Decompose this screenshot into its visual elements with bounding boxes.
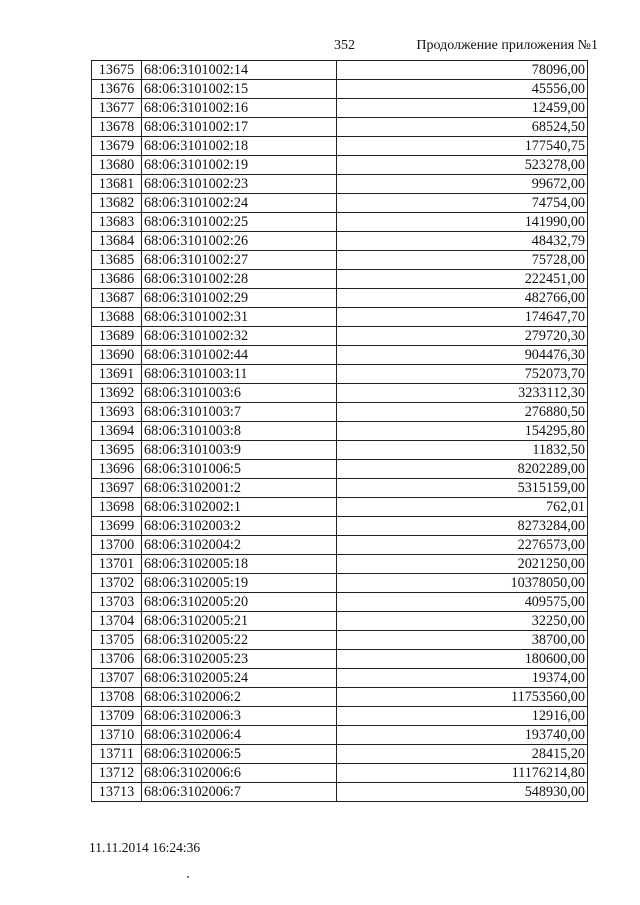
cadastral-number-cell: 68:06:3101003:11 [142,365,337,384]
cadastral-number-cell: 68:06:3102005:18 [142,555,337,574]
value-cell: 12459,00 [337,99,588,118]
table-row [92,441,588,460]
cadastral-number-cell: 68:06:3101002:44 [142,346,337,365]
value-cell: 523278,00 [337,156,588,175]
print-timestamp: 11.11.2014 16:24:36 [89,840,201,855]
value-cell: 752073,70 [337,365,588,384]
cadastral-number-cell: 68:06:3102006:2 [142,688,337,707]
cadastral-number-cell: 68:06:3101003:7 [142,403,337,422]
cadastral-number-cell: 68:06:3102006:6 [142,764,337,783]
row-number-cell: 13695 [92,441,142,460]
value-cell: 11176214,80 [337,764,588,783]
row-number-cell: 13713 [92,783,142,802]
row-number-cell: 13676 [92,80,142,99]
row-number-cell: 13711 [92,745,142,764]
row-number-cell: 13684 [92,232,142,251]
value-cell: 12916,00 [337,707,588,726]
cadastral-number-cell: 68:06:3102005:20 [142,593,337,612]
table-row [92,80,588,99]
table-row [92,574,588,593]
table-row [92,517,588,536]
table-row [92,308,588,327]
row-number-cell: 13703 [92,593,142,612]
table-row [92,707,588,726]
row-number-cell: 13707 [92,669,142,688]
value-cell: 3233112,30 [337,384,588,403]
row-number-cell: 13710 [92,726,142,745]
value-cell: 904476,30 [337,346,588,365]
value-cell: 5315159,00 [337,479,588,498]
cadastral-number-cell: 68:06:3102005:21 [142,612,337,631]
row-number-cell: 13697 [92,479,142,498]
row-number-cell: 13696 [92,460,142,479]
cadastral-value-table [91,60,588,802]
value-cell: 78096,00 [337,61,588,80]
row-number-cell: 13699 [92,517,142,536]
scan-speck [187,876,189,878]
row-number-cell: 13706 [92,650,142,669]
cadastral-number-cell: 68:06:3102006:3 [142,707,337,726]
value-cell: 75728,00 [337,251,588,270]
value-cell: 45556,00 [337,80,588,99]
value-cell: 222451,00 [337,270,588,289]
row-number-cell: 13687 [92,289,142,308]
cadastral-number-cell: 68:06:3102004:2 [142,536,337,555]
row-number-cell: 13704 [92,612,142,631]
table-row [92,593,588,612]
table-row [92,764,588,783]
row-number-cell: 13691 [92,365,142,384]
table-row [92,289,588,308]
cadastral-number-cell: 68:06:3102006:7 [142,783,337,802]
table-row [92,270,588,289]
row-number-cell: 13683 [92,213,142,232]
value-cell: 2021250,00 [337,555,588,574]
cadastral-number-cell: 68:06:3101002:25 [142,213,337,232]
row-number-cell: 13694 [92,422,142,441]
table-row [92,555,588,574]
cadastral-number-cell: 68:06:3101002:24 [142,194,337,213]
row-number-cell: 13702 [92,574,142,593]
cadastral-number-cell: 68:06:3102005:19 [142,574,337,593]
cadastral-number-cell: 68:06:3101002:16 [142,99,337,118]
row-number-cell: 13693 [92,403,142,422]
cadastral-number-cell: 68:06:3101002:23 [142,175,337,194]
row-number-cell: 13678 [92,118,142,137]
row-number-cell: 13681 [92,175,142,194]
cadastral-number-cell: 68:06:3101003:8 [142,422,337,441]
page-number: 352 [334,38,355,53]
table-row [92,726,588,745]
cadastral-number-cell: 68:06:3101002:29 [142,289,337,308]
row-number-cell: 13698 [92,498,142,517]
row-number-cell: 13679 [92,137,142,156]
value-cell: 99672,00 [337,175,588,194]
page-header [0,38,640,58]
table-row [92,118,588,137]
table-row [92,631,588,650]
row-number-cell: 13692 [92,384,142,403]
table-row [92,422,588,441]
table-row [92,232,588,251]
table-row [92,612,588,631]
cadastral-number-cell: 68:06:3102005:23 [142,650,337,669]
row-number-cell: 13677 [92,99,142,118]
table-row [92,175,588,194]
cadastral-number-cell: 68:06:3101003:9 [142,441,337,460]
table-row [92,783,588,802]
cadastral-number-cell: 68:06:3101006:5 [142,460,337,479]
value-cell: 174647,70 [337,308,588,327]
value-cell: 141990,00 [337,213,588,232]
table-row [92,498,588,517]
row-number-cell: 13712 [92,764,142,783]
table-row [92,669,588,688]
row-number-cell: 13688 [92,308,142,327]
table-row [92,688,588,707]
row-number-cell: 13689 [92,327,142,346]
cadastral-number-cell: 68:06:3102006:4 [142,726,337,745]
value-cell: 68524,50 [337,118,588,137]
table-row [92,745,588,764]
value-cell: 762,01 [337,498,588,517]
table-row [92,650,588,669]
value-cell: 38700,00 [337,631,588,650]
value-cell: 74754,00 [337,194,588,213]
cadastral-number-cell: 68:06:3102005:24 [142,669,337,688]
value-cell: 177540,75 [337,137,588,156]
continuation-label: Продолжение приложения №1 [416,38,598,53]
table-row [92,536,588,555]
value-cell: 19374,00 [337,669,588,688]
cadastral-number-cell: 68:06:3102006:5 [142,745,337,764]
row-number-cell: 13709 [92,707,142,726]
row-number-cell: 13686 [92,270,142,289]
value-cell: 28415,20 [337,745,588,764]
value-cell: 409575,00 [337,593,588,612]
table-row [92,213,588,232]
table-row [92,460,588,479]
row-number-cell: 13675 [92,61,142,80]
table-row [92,346,588,365]
value-cell: 180600,00 [337,650,588,669]
table-body [92,61,588,802]
value-cell: 8202289,00 [337,460,588,479]
cadastral-number-cell: 68:06:3101002:32 [142,327,337,346]
value-cell: 279720,30 [337,327,588,346]
cadastral-number-cell: 68:06:3101002:27 [142,251,337,270]
value-cell: 11753560,00 [337,688,588,707]
value-cell: 193740,00 [337,726,588,745]
cadastral-number-cell: 68:06:3101002:14 [142,61,337,80]
table-row [92,194,588,213]
row-number-cell: 13705 [92,631,142,650]
table-row [92,251,588,270]
row-number-cell: 13685 [92,251,142,270]
value-cell: 2276573,00 [337,536,588,555]
table-row [92,61,588,80]
cadastral-number-cell: 68:06:3101002:15 [142,80,337,99]
cadastral-number-cell: 68:06:3101002:28 [142,270,337,289]
row-number-cell: 13700 [92,536,142,555]
table-row [92,99,588,118]
cadastral-number-cell: 68:06:3102005:22 [142,631,337,650]
value-cell: 154295,80 [337,422,588,441]
value-cell: 8273284,00 [337,517,588,536]
table-row [92,384,588,403]
cadastral-number-cell: 68:06:3101002:26 [142,232,337,251]
row-number-cell: 13708 [92,688,142,707]
row-number-cell: 13690 [92,346,142,365]
cadastral-number-cell: 68:06:3101003:6 [142,384,337,403]
value-cell: 276880,50 [337,403,588,422]
table-row [92,479,588,498]
value-cell: 548930,00 [337,783,588,802]
cadastral-number-cell: 68:06:3101002:31 [142,308,337,327]
value-cell: 32250,00 [337,612,588,631]
table-row [92,403,588,422]
value-cell: 482766,00 [337,289,588,308]
value-cell: 11832,50 [337,441,588,460]
cadastral-number-cell: 68:06:3101002:19 [142,156,337,175]
cadastral-number-cell: 68:06:3101002:18 [142,137,337,156]
cadastral-number-cell: 68:06:3102001:2 [142,479,337,498]
table-row [92,137,588,156]
row-number-cell: 13701 [92,555,142,574]
value-cell: 10378050,00 [337,574,588,593]
cadastral-number-cell: 68:06:3101002:17 [142,118,337,137]
cadastral-number-cell: 68:06:3102003:2 [142,517,337,536]
table-row [92,156,588,175]
table-row [92,327,588,346]
cadastral-number-cell: 68:06:3102002:1 [142,498,337,517]
value-cell: 48432,79 [337,232,588,251]
row-number-cell: 13682 [92,194,142,213]
row-number-cell: 13680 [92,156,142,175]
table-row [92,365,588,384]
